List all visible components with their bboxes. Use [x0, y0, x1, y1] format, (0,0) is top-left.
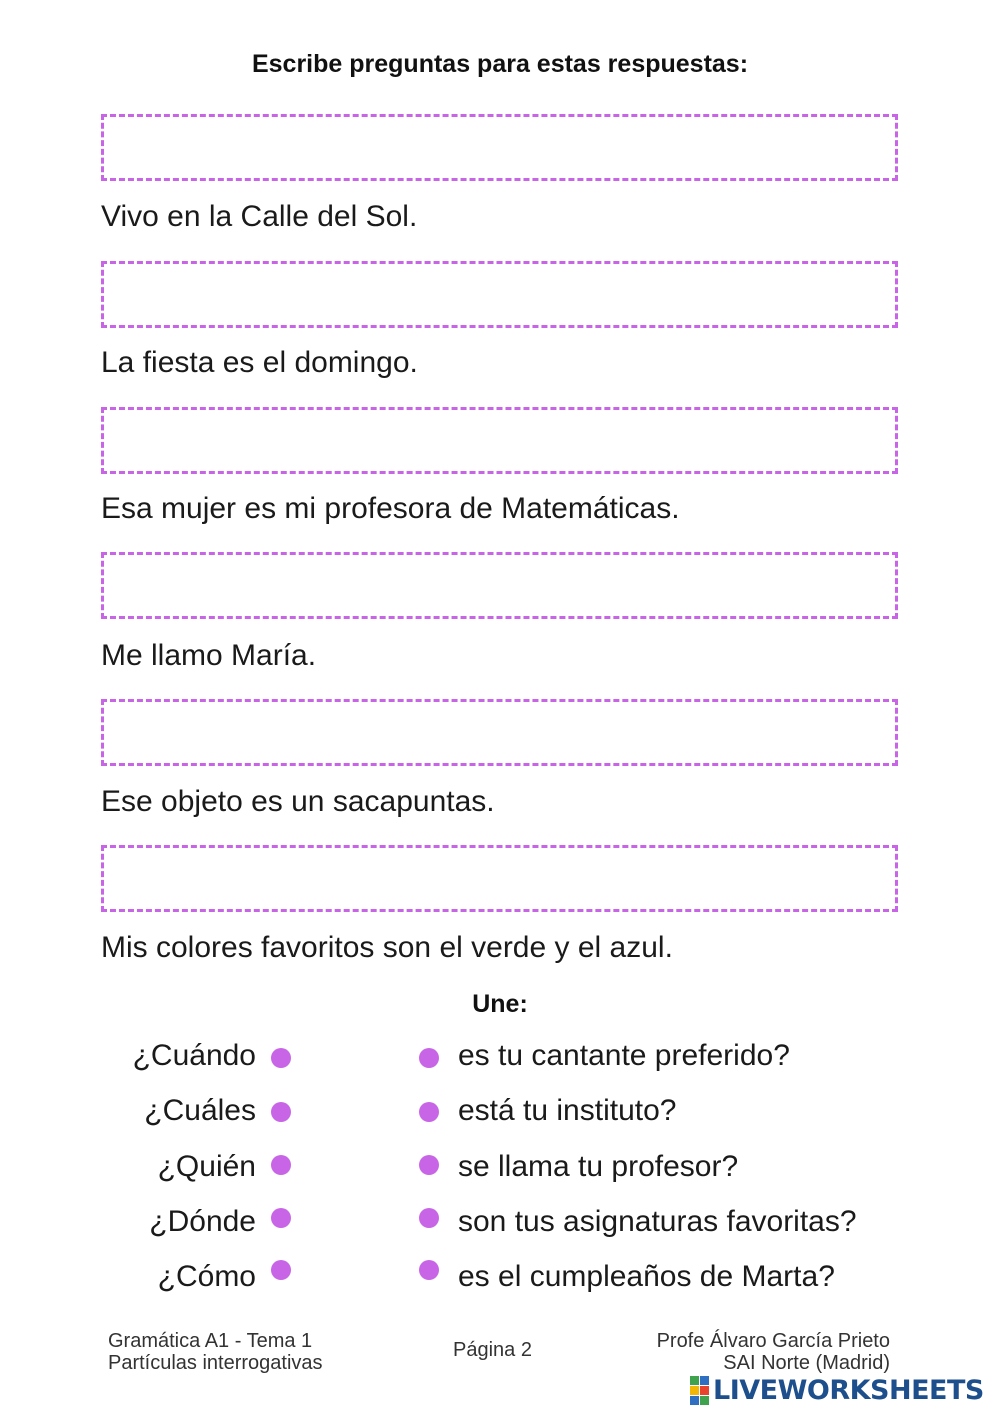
answer-text-3: Esa mujer es mi profesora de Matemáticas. [101, 492, 680, 525]
answer-text-5: Ese objeto es un sacapuntas. [101, 785, 495, 818]
match-right-dot-2[interactable] [419, 1102, 439, 1122]
match-right-phrase-4: son tus asignaturas favoritas? [458, 1205, 857, 1238]
question-input-box-6[interactable] [101, 845, 898, 912]
question-input-box-1[interactable] [101, 114, 898, 181]
match-right-phrase-1: es tu cantante preferido? [458, 1039, 790, 1072]
footer-course-line2: Partículas interrogativas [108, 1352, 323, 1374]
match-right-phrase-3: se llama tu profesor? [458, 1150, 739, 1183]
answer-text-2: La fiesta es el domingo. [101, 346, 418, 379]
footer-author [657, 1330, 890, 1374]
match-heading: Une: [472, 990, 528, 1018]
answer-text-6: Mis colores favoritos son el verde y el azul. [101, 931, 673, 964]
match-left-word-1: ¿Cuándo [132, 1039, 256, 1072]
question-input-box-4[interactable] [101, 552, 898, 619]
liveworksheets-logo-icon [690, 1376, 709, 1405]
worksheet-title: Escribe preguntas para estas respuestas: [251, 50, 749, 78]
match-left-dot-5[interactable] [271, 1260, 291, 1280]
question-input-box-5[interactable] [101, 699, 898, 766]
footer-page-number: Página 2 [453, 1339, 532, 1361]
match-right-dot-5[interactable] [419, 1260, 439, 1280]
footer-course [108, 1330, 323, 1374]
match-right-dot-1[interactable] [419, 1048, 439, 1068]
match-left-dot-3[interactable] [271, 1155, 291, 1175]
match-left-dot-4[interactable] [271, 1208, 291, 1228]
match-left-word-4: ¿Dónde [149, 1205, 256, 1238]
footer-course-line1: Gramática A1 - Tema 1 [108, 1330, 313, 1352]
footer-author-line2: SAI Norte (Madrid) [723, 1352, 890, 1374]
match-left-word-5: ¿Cómo [157, 1260, 256, 1293]
liveworksheets-logo-text: LIVEWORKSHEETS [713, 1374, 984, 1406]
match-left-dot-2[interactable] [271, 1102, 291, 1122]
answer-text-4: Me llamo María. [101, 639, 317, 672]
match-right-phrase-5: es el cumpleaños de Marta? [458, 1260, 835, 1293]
match-right-phrase-2: está tu instituto? [458, 1094, 677, 1127]
match-left-dot-1[interactable] [271, 1048, 291, 1068]
footer-author-line1: Profe Álvaro García Prieto [656, 1330, 890, 1352]
match-right-dot-4[interactable] [419, 1208, 439, 1228]
liveworksheets-logo [690, 1374, 984, 1406]
answer-text-1: Vivo en la Calle del Sol. [101, 200, 418, 233]
match-left-word-3: ¿Quién [157, 1150, 256, 1183]
match-right-dot-3[interactable] [419, 1155, 439, 1175]
question-input-box-2[interactable] [101, 261, 898, 328]
match-left-word-2: ¿Cuáles [144, 1094, 256, 1127]
question-input-box-3[interactable] [101, 407, 898, 474]
